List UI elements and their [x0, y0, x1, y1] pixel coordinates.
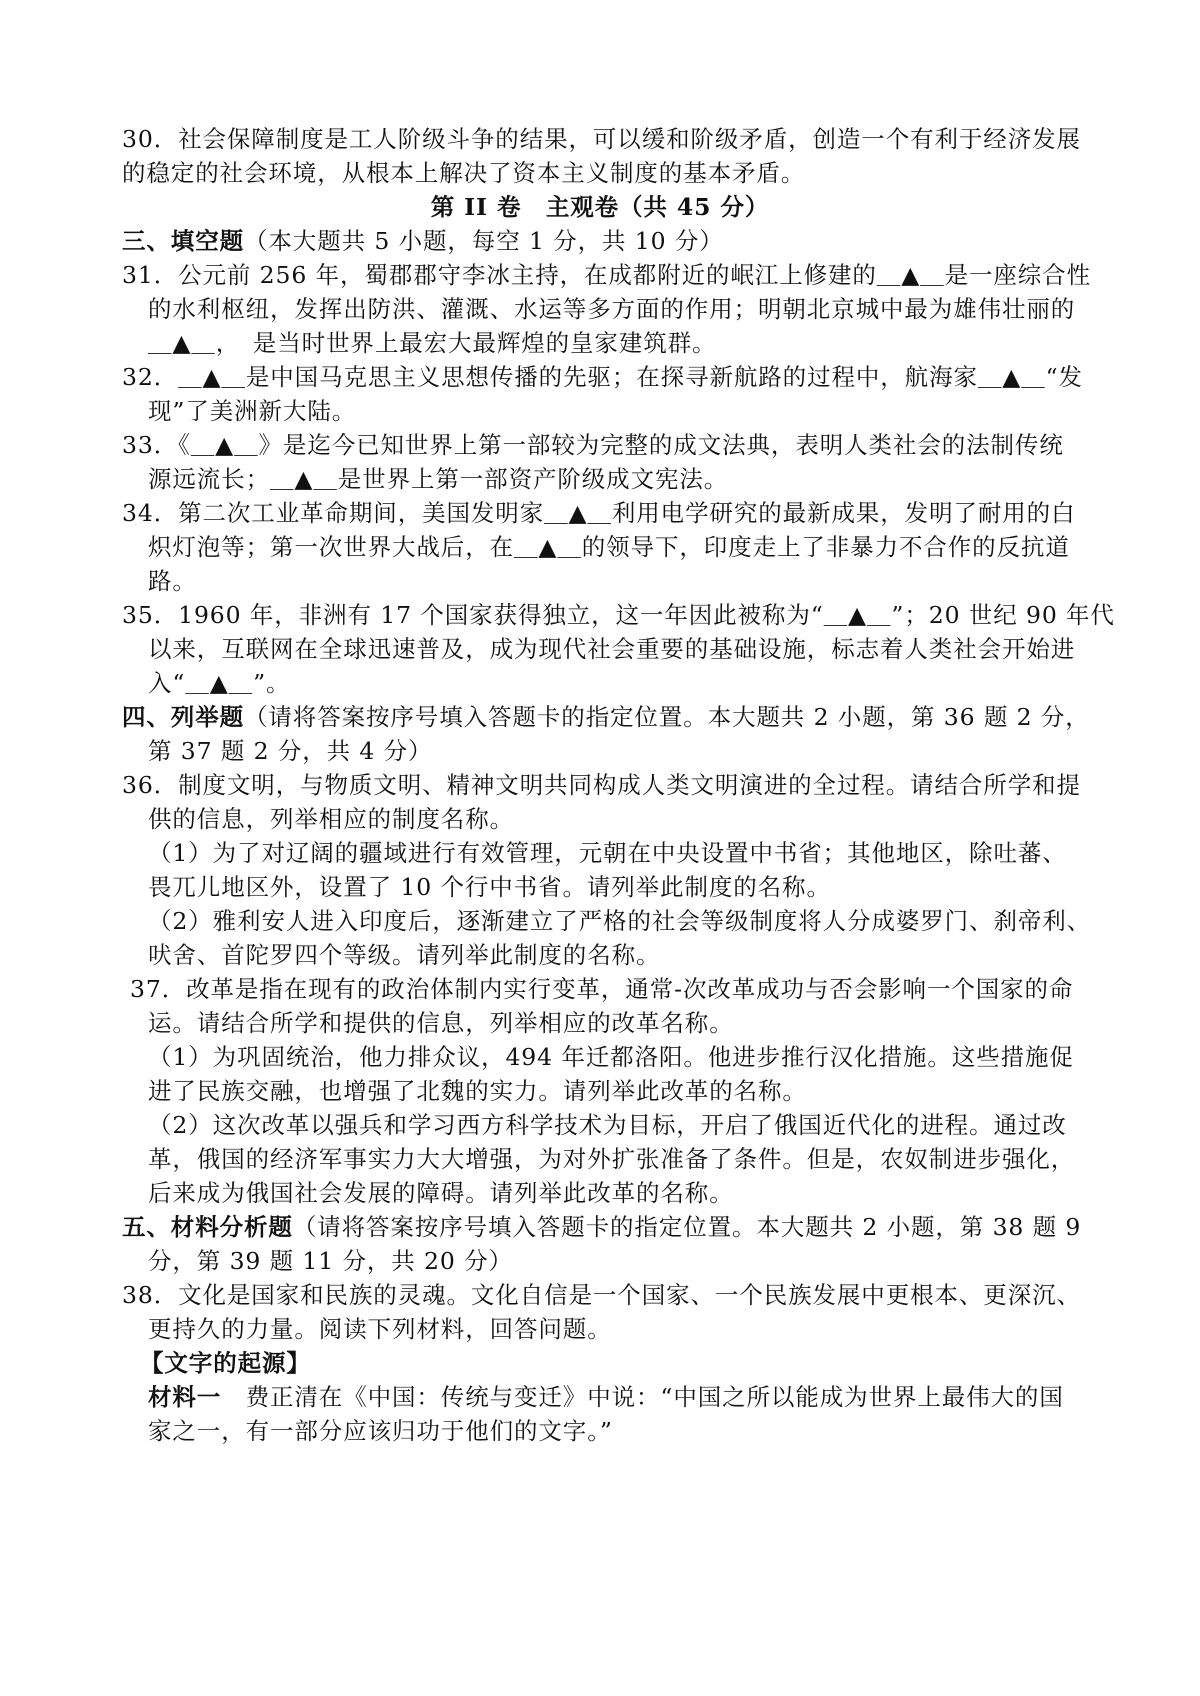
q36-sub1-line-1: （1）为了对辽阔的疆域进行有效管理，元朝在中央设置中书省；其他地区，除吐蕃、: [148, 839, 1067, 867]
q37-line-1: 37．改革是指在现有的政治体制内实行变革，通常-次改革成功与否会影响一个国家的命: [130, 975, 1074, 1003]
section-heading-listing: 四、列举题（请将答案按序号填入答题卡的指定位置。本大题共 2 小题，第 36 题 2 分，: [122, 703, 1090, 731]
q37-sub2-line-1: （2）这次改革以强兵和学习西方科学技术为目标，开启了俄国近代化的进程。通过改: [148, 1111, 1067, 1139]
q31-line-2: 的水利枢纽，发挥出防洪、灌溉、水运等多方面的作用；明朝北京城中最为雄伟壮丽的: [148, 295, 1076, 323]
section-heading-material-analysis: 五、材料分析题（请将答案按序号填入答题卡的指定位置。本大题共 2 小题，第 38 题 9: [122, 1213, 1082, 1241]
q36-sub2-line-1: （2）雅利安人进入印度后，逐渐建立了严格的社会等级制度将人分成婆罗门、刹帝利、: [148, 907, 1092, 935]
q38-line-2: 更持久的力量。阅读下列材料，回答问题。: [148, 1315, 612, 1343]
q32-line-1: 32．＿▲＿是中国马克思主义思想传播的先驱；在探寻新航路的过程中，航海家＿▲＿“发: [122, 363, 1083, 391]
section-heading-listing-line-2: 第 37 题 2 分，共 4 分）: [148, 737, 433, 765]
q35-line-3: 入“＿▲＿”。: [148, 669, 291, 697]
section-heading-fill-blank: 三、填空题（本大题共 5 小题，每空 1 分，共 10 分）: [122, 227, 724, 255]
q37-sub2-line-3: 后来成为俄国社会发展的障碍。请列举此改革的名称。: [148, 1179, 734, 1207]
q33-line-1: 33．《＿▲＿》是迄今已知世界上第一部较为完整的成文法典，表明人类社会的法制传统: [122, 431, 1064, 459]
q34-line-1: 34．第二次工业革命期间，美国发明家＿▲＿利用电学研究的最新成果，发明了耐用的白: [122, 499, 1076, 527]
q37-sub1-line-2: 进了民族交融，也增强了北魏的实力。请列举此改革的名称。: [148, 1077, 807, 1105]
q30-line-2: 的稳定的社会环境，从根本上解决了资本主义制度的基本矛盾。: [122, 159, 806, 187]
q38-subheading-writing-origin: 【文字的起源】: [140, 1349, 311, 1377]
q37-sub1-line-1: （1）为巩固统治，他力排众议，494 年迁都洛阳。他进步推行汉化措施。这些措施促: [148, 1043, 1074, 1071]
q31-line-1: 31．公元前 256 年，蜀郡郡守李冰主持，在成都附近的岷江上修建的＿▲＿是一座综合性: [122, 261, 1091, 289]
section-heading-material-analysis-line-2: 分，第 39 题 11 分，共 20 分）: [148, 1247, 513, 1275]
q36-sub2-line-2: 吠舍、首陀罗四个等级。请列举此制度的名称。: [148, 941, 661, 969]
section-title-part-ii: 第 II 卷 主观卷（共 45 分）: [430, 193, 770, 221]
q36-line-2: 供的信息，列举相应的制度名称。: [148, 805, 514, 833]
q36-sub1-line-2: 畏兀儿地区外，设置了 10 个行中书省。请列举此制度的名称。: [148, 873, 831, 901]
q38-material-1-line-1: 材料一 费正清在《中国：传统与变迁》中说：“中国之所以能成为世界上最伟大的国: [148, 1383, 1064, 1411]
q38-line-1: 38．文化是国家和民族的灵魂。文化自信是一个国家、一个民族发展中更根本、更深沉、: [122, 1281, 1081, 1309]
q33-line-2: 源远流长；＿▲＿是世界上第一部资产阶级成文宪法。: [148, 465, 729, 493]
q35-line-2: 以来，互联网在全球迅速普及，成为现代社会重要的基础设施，标志着人类社会开始进: [148, 635, 1076, 663]
q38-material-1-line-2: 家之一，有一部分应该归功于他们的文字。”: [148, 1417, 613, 1445]
q36-line-1: 36．制度文明，与物质文明、精神文明共同构成人类文明演进的全过程。请结合所学和提: [122, 771, 1081, 799]
q34-line-3: 路。: [148, 567, 197, 595]
q31-line-3: ＿▲＿， 是当时世界上最宏大最辉煌的皇家建筑群。: [148, 329, 717, 357]
q35-line-1: 35．1960 年，非洲有 17 个国家获得独立，这一年因此被称为“＿▲＿”；20 世纪 90 年代: [122, 601, 1115, 629]
q30-line-1: 30．社会保障制度是工人阶级斗争的结果，可以缓和阶级矛盾，创造一个有利于经济发展: [122, 125, 1081, 153]
q37-line-2: 运。请结合所学和提供的信息，列举相应的改革名称。: [148, 1009, 734, 1037]
q37-sub2-line-2: 革，俄国的经济军事实力大大增强，为对外扩张准备了条件。但是，农奴制进步强化，: [148, 1145, 1076, 1173]
q32-line-2: 现”了美洲新大陆。: [148, 397, 357, 425]
q34-line-2: 炽灯泡等；第一次世界大战后，在＿▲＿的领导下，印度走上了非暴力不合作的反抗道: [148, 533, 1070, 561]
